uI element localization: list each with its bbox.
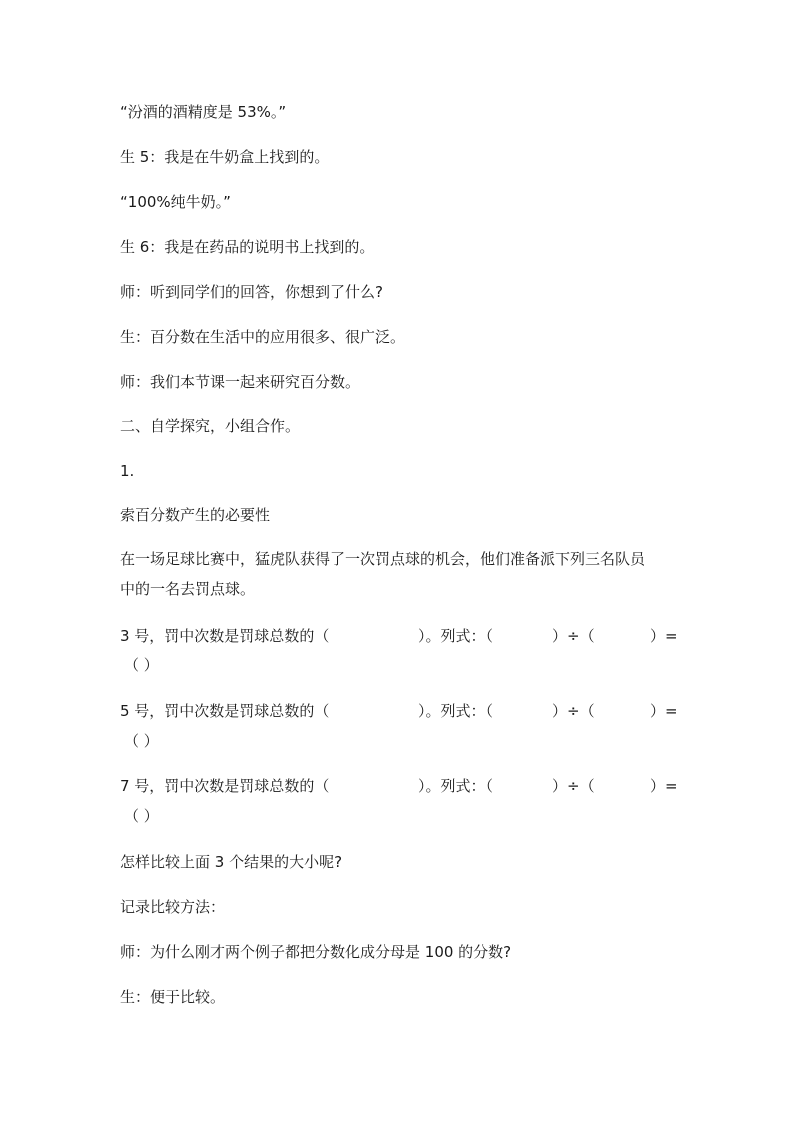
compare-question: 怎样比较上面 3 个结果的大小呢?: [120, 853, 343, 871]
problem-text-1: 在一场足球比赛中，猛虎队获得了一次罚点球的机会，他们准备派下列三名队员: [120, 550, 646, 568]
student-reply: 生：便于比较。: [120, 988, 226, 1006]
fill-row-answer: （ ）: [124, 732, 159, 750]
item-number: 1.: [120, 462, 135, 480]
quote-milk: “100%纯牛奶。”: [120, 193, 231, 211]
teacher-why: 师：为什么刚才两个例子都把分数化成分母是 100 的分数?: [120, 943, 512, 961]
fill-row-5: [120, 701, 676, 751]
fill-row-part3: ）=: [650, 702, 678, 720]
quote-fenjiu: “汾酒的酒精度是 53%。”: [120, 103, 287, 121]
fill-row-part3: ）=: [650, 777, 678, 795]
fill-row-answer: （ ）: [124, 807, 159, 825]
fill-row-3: [120, 626, 676, 676]
fill-row-part2: ）÷（: [552, 777, 595, 795]
student-answer: 生：百分数在生活中的应用很多、很广泛。: [120, 328, 406, 346]
fill-row-part1: ）。列式：（: [418, 702, 494, 720]
fill-row-part3: ）=: [650, 627, 678, 645]
record-method: 记录比较方法：: [120, 898, 226, 916]
student5-line: 生 5：我是在牛奶盒上找到的。: [120, 148, 330, 166]
fill-row-part1: ）。列式：（: [418, 627, 494, 645]
fill-row-lead: 5 号，罚中次数是罚球总数的（: [120, 702, 330, 720]
section-heading: 二、自学探究，小组合作。: [120, 417, 301, 435]
teacher-intro: 师：我们本节课一起来研究百分数。: [120, 373, 361, 391]
fill-row-part2: ）÷（: [552, 627, 595, 645]
fill-row-part1: ）。列式：（: [418, 777, 494, 795]
fill-row-answer: （ ）: [124, 656, 159, 674]
fill-row-lead: 3 号，罚中次数是罚球总数的（: [120, 627, 330, 645]
item-title: 索百分数产生的必要性: [120, 506, 271, 524]
fill-row-part2: ）÷（: [552, 702, 595, 720]
teacher-question: 师：听到同学们的回答，你想到了什么?: [120, 283, 383, 301]
problem-text-2: 中的一名去罚点球。: [120, 580, 256, 598]
fill-row-7: [120, 776, 676, 826]
student6-line: 生 6：我是在药品的说明书上找到的。: [120, 238, 375, 256]
fill-row-lead: 7 号，罚中次数是罚球总数的（: [120, 777, 330, 795]
